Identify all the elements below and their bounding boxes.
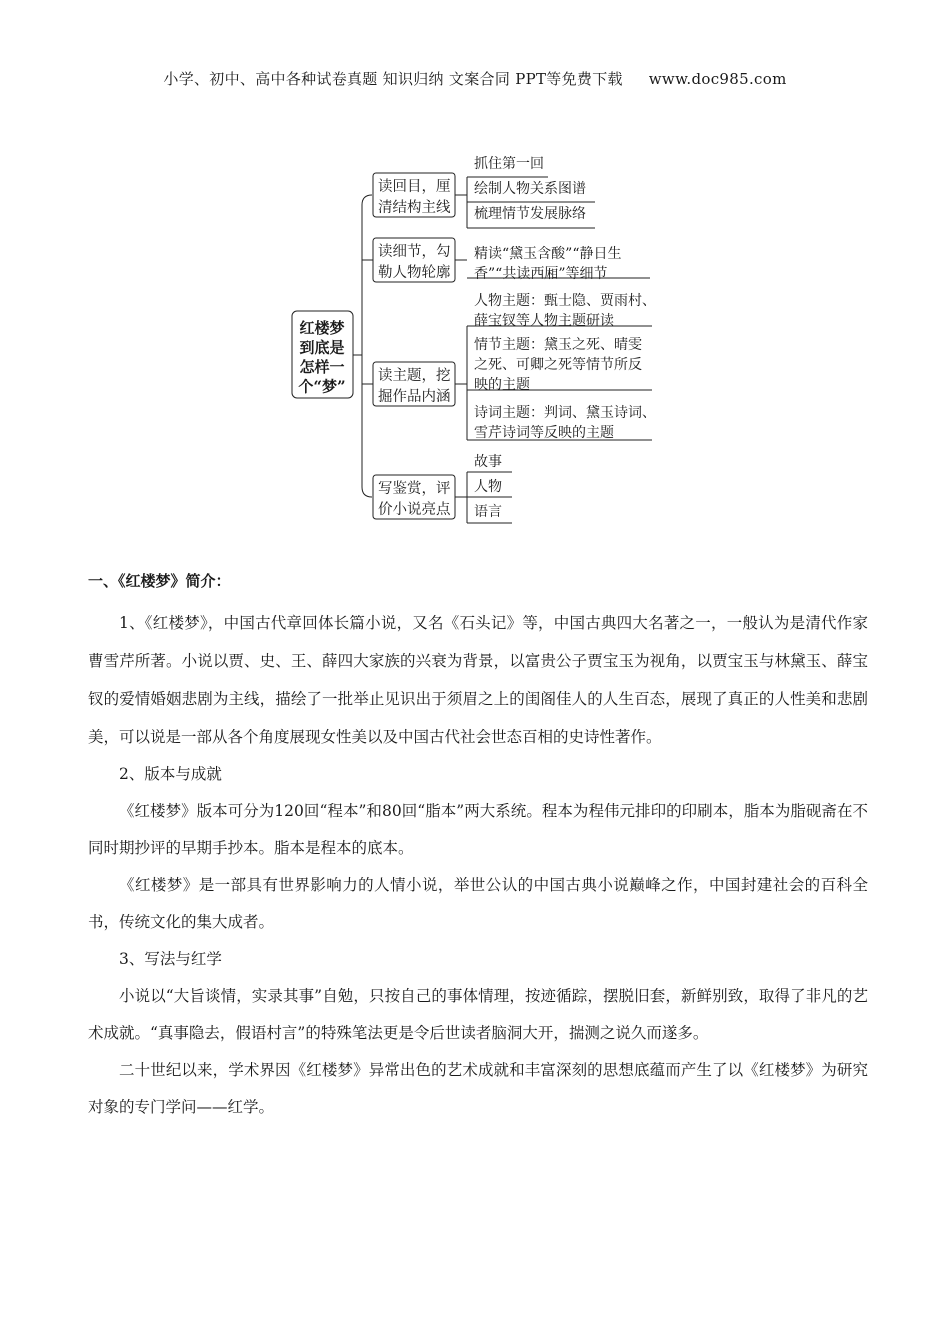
paragraph-editions: 《红楼梦》版本可分为120回“程本”和80回“脂本”两大系统。程本为程伟元排印的印刷本，脂本为脂砚斋在不同时期抄评的早期手抄本。脂本是程本的底本。 — [88, 802, 868, 857]
leaf-label: 抓住第一回 — [474, 156, 544, 172]
branch-label: 价小说亮点 — [378, 502, 451, 518]
leaf-label: 语言 — [474, 504, 502, 520]
branch-label: 掘作品内涵 — [378, 389, 451, 405]
branch-label: 勒人物轮廓 — [378, 265, 451, 281]
branch-label: 读主题，挖 — [378, 368, 451, 384]
section-title: 一、《红楼梦》简介： — [88, 572, 231, 590]
root-label: 红楼梦 — [299, 319, 345, 337]
leaf-label: 精读“黛玉含酸”“静日生 — [474, 246, 622, 262]
leaf-label: 人物 — [474, 479, 502, 495]
paragraph-influence: 《红楼梦》是一部具有世界影响力的人情小说，举世公认的中国古典小说巅峰之作，中国封建社会的百科全书，传统文化的集大成者。 — [88, 876, 868, 931]
leaf-label: 人物主题：甄士隐、贾雨村、 — [474, 293, 656, 309]
root-label: 个“梦” — [298, 377, 346, 396]
paragraph-redology: 二十世纪以来，学术界因《红楼梦》异常出色的艺术成就和丰富深刻的思想底蕴而产生了以《红楼梦》为研究对象的专门学问——红学。 — [88, 1061, 868, 1116]
subheading-writing: 3、写法与红学 — [119, 950, 222, 968]
branch-label: 清结构主线 — [378, 200, 451, 216]
header-text: 小学、初中、高中各种试卷真题 知识归纳 文案合同 PPT等免费下载 — [163, 70, 623, 88]
paragraph-overview: 1、《红楼梦》，中国古代章回体长篇小说，又名《石头记》等，中国古典四大名著之一，一般认为是清代作家曹雪芹所著。小说以贾、史、王、薛四大家族的兴衰为背景，以富贵公子贾宝玉为视角，以贾宝玉与林黛玉、薛宝钗的爱情婚姻悲剧为主线，描绘了一批举止见识出于须眉之上的闺阁佳人的人生百态，展现了真正的人性美和悲剧美，可以说是一部从各个角度展现女性美以及中国古代社会世态百相的史诗性著作。 — [88, 614, 868, 746]
leaf-label: 诗词主题：判词、黛玉诗词、 — [474, 405, 656, 421]
intro-section — [88, 568, 868, 1126]
mind-map — [0, 0, 950, 540]
branch-label: 读细节，勾 — [378, 244, 451, 260]
header-site: www.doc985.com — [648, 70, 787, 88]
root-label: 到底是 — [299, 338, 345, 357]
trunk-line — [362, 195, 372, 497]
leaf-label: 之死、可卿之死等情节所反 — [474, 357, 642, 373]
leaf-label: 映的主题 — [474, 377, 530, 393]
subheading-editions: 2、版本与成就 — [119, 765, 222, 783]
paragraph-writing: 小说以“大旨谈情，实录其事”自勉，只按自己的事体情理，按迹循踪，摆脱旧套，新鲜别致，取得了非凡的艺术成就。“真事隐去，假语村言”的特殊笔法更是令后世读者脑洞大开，揣测之说久而遂多。 — [88, 987, 868, 1042]
leaf-label: 绘制人物关系图谱 — [474, 181, 586, 197]
root-label: 怎样一 — [299, 358, 345, 376]
leaf-label: 梳理情节发展脉络 — [474, 206, 586, 222]
leaf-label: 雪芹诗词等反映的主题 — [474, 425, 614, 441]
branch-label: 写鉴赏，评 — [378, 481, 451, 497]
branch-label: 读回目，厘 — [378, 179, 451, 195]
leaf-label: 故事 — [474, 454, 502, 470]
leaf-label: 情节主题：黛玉之死、晴雯 — [474, 337, 642, 353]
leaf-label: 薛宝钗等人物主题研读 — [474, 313, 614, 329]
leaf-label: 香”“共读西厢”等细节 — [474, 266, 608, 282]
